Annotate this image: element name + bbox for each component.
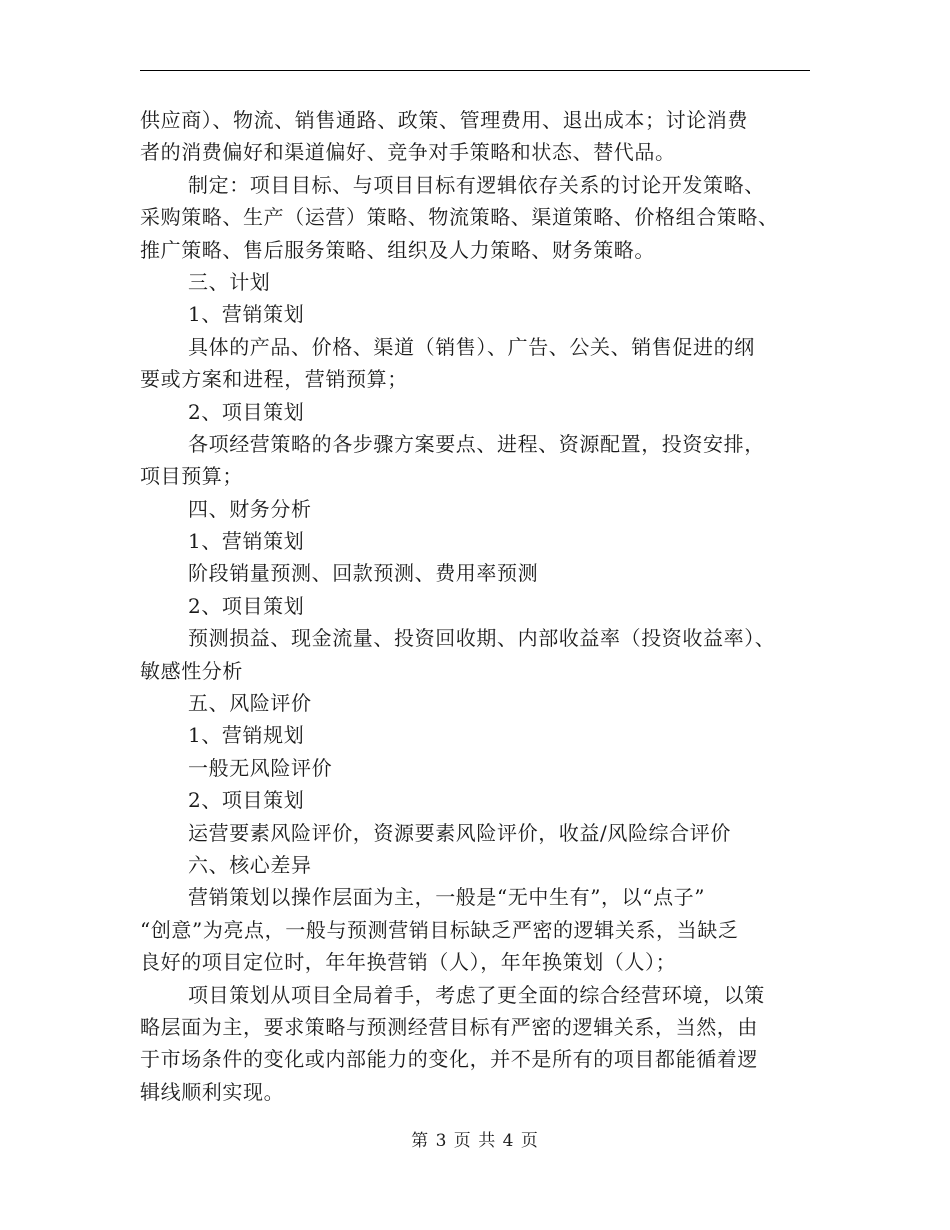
text-line: 项目策划从项目全局着手，考虑了更全面的综合经营环境，以策 bbox=[188, 982, 765, 1007]
text-line: 运营要素风险评价，资源要素风险评价，收益/风险综合评价 bbox=[188, 820, 731, 845]
text-line: 2、项目策划 bbox=[188, 399, 305, 424]
text-line: 良好的项目定位时，年年换营销（人），年年换策划（人）； bbox=[140, 950, 677, 975]
text-line: 制定：项目目标、与项目目标有逻辑依存关系的讨论开发策略、 bbox=[188, 172, 765, 197]
text-line: 于市场条件的变化或内部能力的变化，并不是所有的项目都能循着逻 bbox=[140, 1047, 758, 1072]
document-body bbox=[140, 104, 812, 1108]
text-line: “创意”为亮点，一般与预测营销目标缺乏严密的逻辑关系，当缺乏 bbox=[140, 917, 739, 942]
text-line: 供应商）、物流、销售通路、政策、管理费用、退出成本；讨论消费 bbox=[140, 108, 748, 132]
text-line: 辑线顺利实现。 bbox=[140, 1079, 285, 1104]
page-footer bbox=[0, 1126, 950, 1151]
header-rule bbox=[140, 70, 810, 71]
text-line: 2、项目策划 bbox=[188, 788, 305, 813]
text-line: 营销策划以操作层面为主，一般是“无中生有”，以“点子” bbox=[188, 885, 706, 910]
text-line: 者的消费偏好和渠道偏好、竞争对手策略和状态、替代品。 bbox=[140, 140, 676, 165]
text-line: 四、财务分析 bbox=[188, 496, 312, 521]
text-line: 项目预算； bbox=[140, 464, 243, 489]
text-line: 推广策略、售后服务策略、组织及人力策略、财务策略。 bbox=[140, 237, 655, 262]
text-line: 五、风险评价 bbox=[188, 691, 312, 716]
text-line: 各项经营策略的各步骤方案要点、进程、资源配置，投资安排， bbox=[188, 431, 765, 456]
text-line: 六、核心差异 bbox=[188, 852, 312, 877]
text-line: 具体的产品、价格、渠道（销售）、广告、公关、销售促进的纲 bbox=[188, 334, 755, 359]
text-line: 略层面为主，要求策略与预测经营目标有严密的逻辑关系，当然，由 bbox=[140, 1014, 758, 1039]
text-line: 1、营销策划 bbox=[188, 302, 305, 327]
text-line: 1、营销策划 bbox=[188, 529, 305, 554]
text-line: 阶段销量预测、回款预测、费用率预测 bbox=[188, 561, 539, 586]
text-line: 预测损益、现金流量、投资回收期、内部收益率（投资收益率）、 bbox=[188, 626, 776, 651]
text-line: 一般无风险评价 bbox=[188, 755, 333, 780]
text-line: 1、营销规划 bbox=[188, 723, 305, 748]
text-line: 采购策略、生产（运营）策略、物流策略、渠道策略、价格组合策略、 bbox=[140, 205, 779, 230]
text-line: 要或方案和进程，营销预算； bbox=[140, 367, 408, 392]
page-number-label: 第 3 页 共 4 页 bbox=[411, 1131, 539, 1151]
text-line: 敏感性分析 bbox=[140, 658, 243, 683]
text-line: 2、项目策划 bbox=[188, 593, 305, 618]
text-line: 三、计划 bbox=[188, 269, 271, 294]
